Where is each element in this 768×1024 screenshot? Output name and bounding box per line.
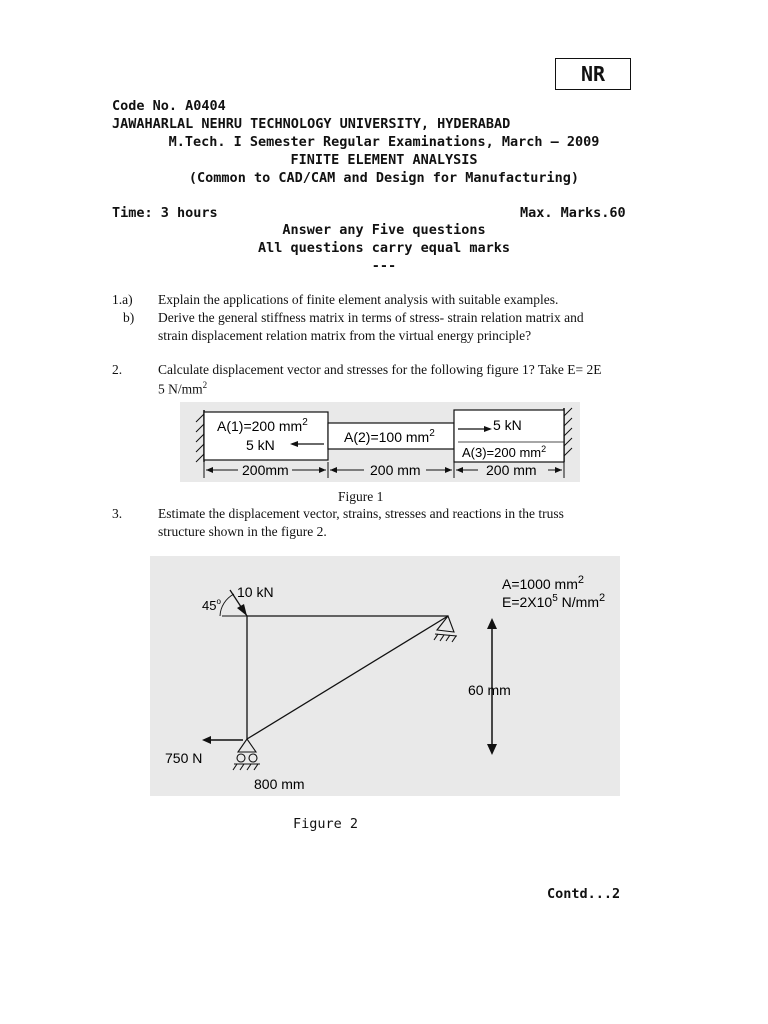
exam-title: M.Tech. I Semester Regular Examinations, March – 2009 — [168, 134, 600, 150]
code-number: Code No. A0404 — [112, 98, 226, 114]
fig2-height: 60 mm — [468, 682, 511, 698]
fig1-area-a2: A(2)=100 $mm^2$ — [344, 428, 435, 445]
fig1-dim3: 200 mm — [486, 462, 537, 478]
q1b-text-line2: strain displacement relation matrix from the virtual energy principle? — [158, 328, 532, 343]
q2-number: 2. — [112, 362, 123, 377]
fig1-dim2: 200 mm — [370, 462, 421, 478]
fig2-modulus: $E=2X10^5$ $N/mm^2$ — [502, 592, 606, 610]
separator: --- — [371, 258, 397, 274]
university-name: JAWAHARLAL NEHRU TECHNOLOGY UNIVERSITY, HYDERABAD — [112, 116, 511, 132]
fig1-area-a1: A(1)=200 $mm^2$ — [217, 417, 308, 434]
q1b-text-line1: Derive the general stiffness matrix in terms of stress- strain relation matrix and — [158, 310, 584, 325]
subject-title: FINITE ELEMENT ANALYSIS — [290, 152, 478, 168]
q2-text-line2: 5 $N/mm^2$ — [158, 380, 208, 397]
max-marks-label: Max. Marks.60 — [520, 205, 626, 221]
figure2-caption: Figure 2 — [293, 816, 359, 832]
nr-badge: NR — [555, 58, 631, 90]
time-label: Time: 3 hours — [112, 205, 218, 221]
fig2-load-left: 750 N — [165, 750, 203, 766]
fig1-load-left: 5 kN — [246, 437, 275, 453]
fig1-dim1: 200mm — [242, 462, 289, 478]
fig1-area-a3: A(3)=200 $mm^2$ — [462, 444, 547, 460]
q3-text-line2: structure shown in the figure 2. — [158, 524, 327, 539]
q1a-text: Explain the applications of finite element analysis with suitable examples. — [158, 292, 559, 307]
fig1-load-right: 5 kN — [493, 417, 522, 433]
fig2-load-top: 10 kN — [237, 584, 274, 600]
q1b-number: b) — [123, 310, 135, 325]
continued-label: Contd...2 — [547, 886, 621, 902]
fig2-area: A=1000 $mm^2$ — [502, 574, 584, 592]
common-note: (Common to CAD/CAM and Design for Manufacturing) — [188, 170, 580, 186]
figure1-caption: Figure 1 — [338, 489, 384, 504]
fig2-span: 800 mm — [254, 776, 305, 792]
q3-number: 3. — [112, 506, 123, 521]
fig2-angle: 45$^o$ — [202, 597, 221, 613]
figure1-diagram — [180, 402, 580, 482]
q1a-number: 1.a) — [112, 292, 133, 307]
figure2-diagram — [150, 556, 620, 796]
instruction-marks: All questions carry equal marks — [258, 240, 510, 256]
q2-text-line1: Calculate displacement vector and stresses for the following figure 1? Take E= 2E — [158, 362, 602, 377]
instruction-answer: Answer any Five questions — [282, 222, 486, 238]
q3-text-line1: Estimate the displacement vector, strains, stresses and reactions in the truss — [158, 506, 564, 521]
